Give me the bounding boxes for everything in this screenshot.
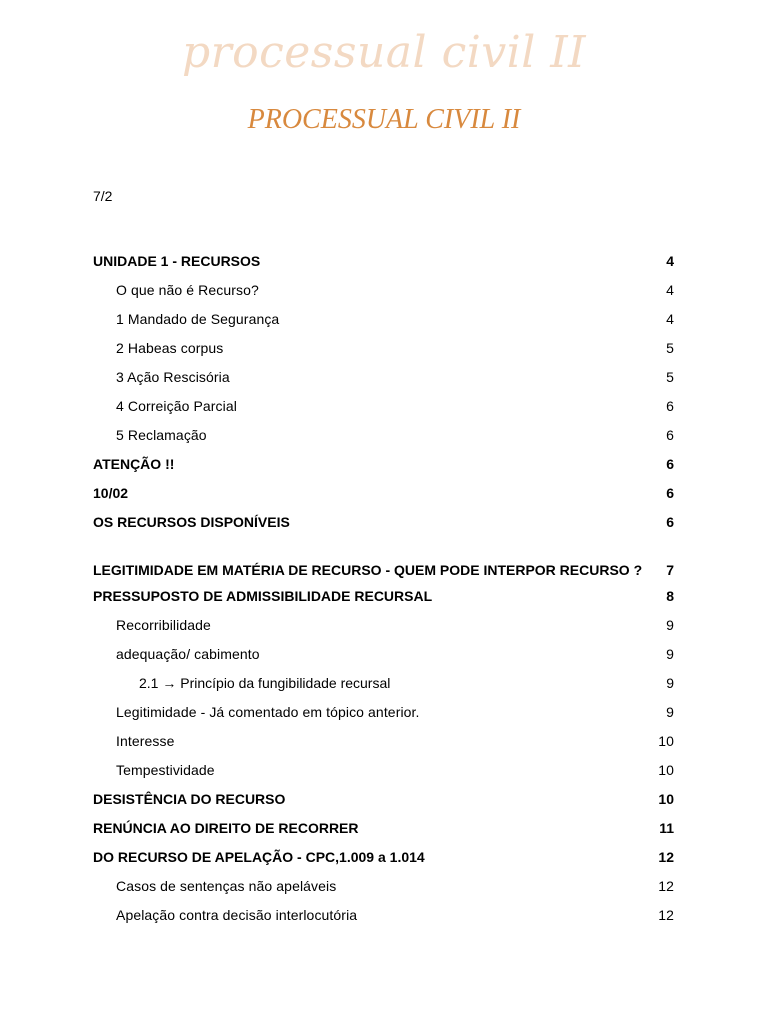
toc-entry-text: 3 Ação Rescisória: [116, 369, 230, 385]
toc-entry[interactable]: [93, 759, 674, 788]
date-note: 7/2: [93, 188, 113, 204]
toc-entry-page: 6: [666, 398, 674, 414]
toc-entry[interactable]: [93, 817, 674, 846]
toc-entry-text: 2.1 → Princípio da fungibilidade recursal: [139, 675, 391, 691]
toc-entry-text: 2 Habeas corpus: [116, 340, 224, 356]
toc-entry[interactable]: [93, 337, 674, 366]
page-title: PROCESSUAL CIVIL II: [247, 104, 521, 135]
toc-entry-page: 12: [658, 849, 674, 865]
toc-entry-page: 9: [666, 617, 674, 633]
toc-entry-page: 6: [666, 456, 674, 472]
toc-entry-text: ATENÇÃO !!: [93, 456, 175, 472]
decorative-script-title: processual civil II: [181, 27, 587, 78]
toc-entry-page: 9: [666, 704, 674, 720]
toc-entry-text: 10/02: [93, 485, 129, 501]
toc-entry-page: 9: [666, 646, 674, 662]
toc-entry[interactable]: [93, 730, 674, 759]
toc-entry-text: 5 Reclamação: [116, 427, 207, 443]
toc-entry-page: 4: [666, 282, 674, 298]
toc-entry-text: 1 Mandado de Segurança: [116, 311, 280, 327]
toc-entry-page: 7: [666, 562, 674, 578]
toc-entry[interactable]: [93, 366, 674, 395]
toc-entry[interactable]: [93, 511, 674, 540]
toc-entry[interactable]: [93, 701, 674, 730]
toc-entry-text: Interesse: [116, 733, 175, 749]
toc-entry-page: 6: [666, 427, 674, 443]
toc-entry-page: 10: [658, 762, 674, 778]
toc-entry-text: DESISTÊNCIA DO RECURSO: [93, 791, 286, 807]
toc-entry-text: Casos de sentenças não apeláveis: [116, 878, 337, 894]
toc-entry-text: Legitimidade - Já comentado em tópico anterior.: [116, 704, 420, 720]
toc-entry-text: 4 Correição Parcial: [116, 398, 237, 414]
toc-entry[interactable]: [93, 424, 674, 453]
toc-entry[interactable]: [93, 395, 674, 424]
toc-entry-text: UNIDADE 1 - RECURSOS: [93, 253, 261, 269]
toc-entry[interactable]: [93, 614, 674, 643]
toc-entry-text: OS RECURSOS DISPONÍVEIS: [93, 514, 290, 530]
toc-entry[interactable]: [93, 250, 674, 279]
toc-entry[interactable]: [93, 308, 674, 337]
toc-entry[interactable]: [93, 788, 674, 817]
toc-entry[interactable]: [93, 540, 674, 585]
toc-entry-page: 5: [666, 369, 674, 385]
toc-entry-text: adequação/ cabimento: [116, 646, 260, 662]
toc-entry-page: 10: [658, 733, 674, 749]
toc-entry-page: 9: [666, 675, 674, 691]
toc-entry-page: 8: [666, 588, 674, 604]
toc-entry[interactable]: [93, 585, 674, 614]
toc-entry-text: RENÚNCIA AO DIREITO DE RECORRER: [93, 820, 359, 836]
toc-entry-text: O que não é Recurso?: [116, 282, 259, 298]
toc-entry[interactable]: [93, 875, 674, 904]
table-of-contents: [93, 250, 674, 933]
toc-entry-text: Tempestividade: [116, 762, 215, 778]
toc-entry-page: 12: [658, 878, 674, 894]
toc-entry[interactable]: [93, 482, 674, 511]
toc-entry-text: Recorribilidade: [116, 617, 211, 633]
toc-entry-page: 11: [659, 820, 674, 836]
toc-entry-page: 4: [666, 253, 674, 269]
toc-entry[interactable]: [93, 453, 674, 482]
toc-entry[interactable]: [93, 904, 674, 933]
toc-entry-page: 12: [658, 907, 674, 923]
toc-entry[interactable]: [93, 846, 674, 875]
toc-entry[interactable]: [93, 279, 674, 308]
toc-entry-text: PRESSUPOSTO DE ADMISSIBILIDADE RECURSAL: [93, 588, 433, 604]
toc-entry-text: DO RECURSO DE APELAÇÃO - CPC,1.009 a 1.014: [93, 849, 425, 865]
toc-entry-page: 5: [666, 340, 674, 356]
toc-entry-text: Apelação contra decisão interlocutória: [116, 907, 358, 923]
toc-entry[interactable]: [93, 643, 674, 672]
toc-entry-page: 6: [666, 485, 674, 501]
toc-entry-text: LEGITIMIDADE EM MATÉRIA DE RECURSO - QUEM PODE INTERPOR RECURSO ?: [93, 562, 643, 578]
toc-entry-page: 4: [666, 311, 674, 327]
toc-entry-page: 6: [666, 514, 674, 530]
toc-entry[interactable]: [93, 672, 674, 701]
toc-entry-page: 10: [658, 791, 674, 807]
